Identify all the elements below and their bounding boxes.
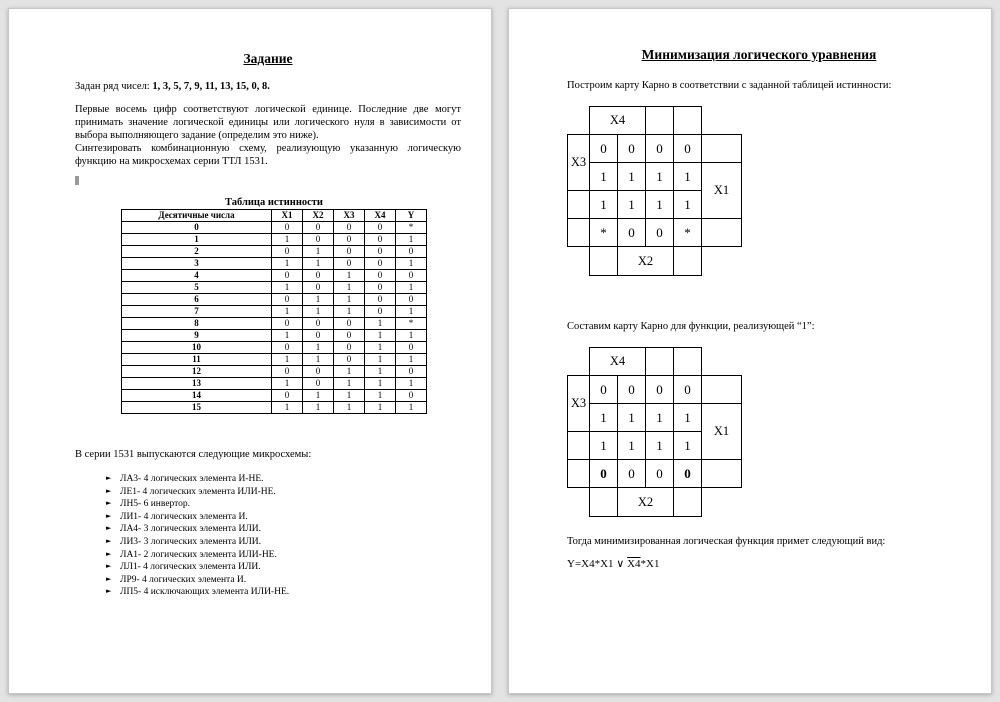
- col-header-x3: X3: [334, 210, 365, 222]
- table-cell: 1: [365, 402, 396, 414]
- table-row: [122, 234, 427, 246]
- kmap-corner: [568, 348, 590, 376]
- table-cell: 1: [334, 282, 365, 294]
- col-header-x4: X4: [365, 210, 396, 222]
- table-cell: 1: [365, 342, 396, 354]
- table-cell: 0: [365, 246, 396, 258]
- table-cell: 0: [396, 294, 427, 306]
- kmap-cell: 0: [618, 460, 646, 488]
- table-cell: 0: [365, 222, 396, 234]
- table-row: [122, 222, 427, 234]
- kmap-empty-cell: [674, 107, 702, 135]
- table-cell: 1: [272, 378, 303, 390]
- table-row: [122, 390, 427, 402]
- kmap-cell: 1: [618, 432, 646, 460]
- table-cell: 1: [334, 294, 365, 306]
- kmap-left-label: X3: [568, 135, 590, 191]
- kmap-right-label: X1: [702, 404, 742, 460]
- table-cell: 2: [122, 246, 272, 258]
- col-header-x2: X2: [303, 210, 334, 222]
- table-cell: 1: [334, 366, 365, 378]
- table-cell: 0: [334, 234, 365, 246]
- table-cell: 0: [396, 342, 427, 354]
- table-cell: 1: [396, 378, 427, 390]
- table-cell: 0: [334, 342, 365, 354]
- kmap-cell: 0: [590, 460, 618, 488]
- arrow-bullet-icon: ►: [106, 511, 112, 520]
- arrow-bullet-icon: ►: [106, 574, 112, 583]
- table-row: [122, 294, 427, 306]
- page-title: Задание: [243, 51, 293, 66]
- col-header-x1: X1: [272, 210, 303, 222]
- kmap-bottom-label: X2: [618, 488, 674, 517]
- chip-label: ЛН5- 6 инвертор.: [120, 499, 191, 510]
- table-cell: 1: [334, 378, 365, 390]
- kmap-empty-cell: [568, 432, 590, 460]
- chip-list-item: [106, 561, 461, 574]
- kmap-cell: 0: [646, 376, 674, 404]
- kmap-cell: 1: [674, 191, 702, 219]
- kmap2-intro: Составим карту Карно для функции, реализующей “1”:: [567, 321, 815, 333]
- kmap-cell: 0: [646, 460, 674, 488]
- minimized-function-formula: [567, 558, 951, 572]
- formula-part1: Y=X4*X1 ∨: [567, 558, 628, 571]
- truth-table: [121, 209, 427, 414]
- kmap-empty-cell: [646, 107, 674, 135]
- table-cell: 0: [303, 366, 334, 378]
- kmap-cell: 1: [618, 404, 646, 432]
- table-cell: 0: [365, 270, 396, 282]
- kmap-cell: 1: [674, 163, 702, 191]
- table-cell: 0: [272, 342, 303, 354]
- table-cell: 6: [122, 294, 272, 306]
- table-cell: 14: [122, 390, 272, 402]
- chip-label: ЛА4- 3 логических элемента ИЛИ.: [120, 524, 262, 535]
- table-cell: 1: [396, 330, 427, 342]
- arrow-bullet-icon: ►: [106, 587, 112, 596]
- table-cell: 4: [122, 270, 272, 282]
- table-cell: 0: [365, 258, 396, 270]
- truth-table-header-row: [122, 210, 427, 222]
- kmap-bottom-label: X2: [618, 247, 674, 276]
- arrow-bullet-icon: ►: [106, 499, 112, 508]
- numbers-paragraph: [75, 80, 461, 93]
- arrow-bullet-icon: ►: [106, 562, 112, 571]
- kmap-empty-cell: [702, 460, 742, 488]
- text-cursor: [75, 176, 79, 185]
- kmap-cell: 1: [618, 163, 646, 191]
- kmap-cell: 0: [618, 376, 646, 404]
- kmap-empty-cell: [674, 488, 702, 517]
- table-cell: 1: [272, 402, 303, 414]
- kmap-empty-cell: [590, 247, 618, 276]
- table-cell: 1: [365, 390, 396, 402]
- kmap-cell: 1: [590, 432, 618, 460]
- kmap-corner: [702, 348, 742, 376]
- table-cell: 1: [272, 234, 303, 246]
- table-cell: 0: [334, 318, 365, 330]
- chip-list-item: [106, 511, 461, 524]
- kmap-empty-cell: [702, 135, 742, 163]
- numbers-label: Задан ряд чисел:: [75, 81, 153, 92]
- kmap-cell: 1: [590, 404, 618, 432]
- kmap-corner: [568, 488, 590, 517]
- table-cell: 12: [122, 366, 272, 378]
- table-cell: 0: [303, 330, 334, 342]
- table-cell: 9: [122, 330, 272, 342]
- table-cell: 1: [334, 306, 365, 318]
- table-row: [122, 282, 427, 294]
- arrow-bullet-icon: ►: [106, 537, 112, 546]
- arrow-bullet-icon: ►: [106, 549, 112, 558]
- table-cell: 1: [303, 390, 334, 402]
- table-cell: 0: [396, 366, 427, 378]
- table-cell: 1: [365, 378, 396, 390]
- table-cell: *: [396, 318, 427, 330]
- kmap-right-label: X1: [702, 163, 742, 219]
- chip-list-item: [106, 486, 461, 499]
- table-cell: 0: [334, 330, 365, 342]
- table-cell: 8: [122, 318, 272, 330]
- table-row: [122, 258, 427, 270]
- table-cell: 1: [334, 390, 365, 402]
- table-row: [122, 270, 427, 282]
- kmap-corner: [702, 247, 742, 276]
- table-row: [122, 366, 427, 378]
- table-cell: 1: [122, 234, 272, 246]
- result-intro: Тогда минимизированная логическая функция примет следующий вид:: [567, 536, 886, 548]
- table-cell: 1: [272, 306, 303, 318]
- chip-list: [75, 473, 461, 599]
- table-cell: 1: [303, 246, 334, 258]
- kmap-empty-cell: [674, 247, 702, 276]
- table-cell: 1: [365, 330, 396, 342]
- table-cell: *: [396, 222, 427, 234]
- table-cell: 1: [396, 306, 427, 318]
- chip-label: ЛИ3- 3 логических элемента ИЛИ.: [120, 537, 262, 548]
- table-cell: 0: [334, 246, 365, 258]
- table-cell: 0: [272, 318, 303, 330]
- table-cell: 1: [303, 342, 334, 354]
- table-row: [122, 342, 427, 354]
- kmap-top-label: X4: [590, 348, 646, 376]
- document-page-1[interactable]: [8, 8, 492, 694]
- chip-list-item: [106, 473, 461, 486]
- kmap-cell: 1: [646, 191, 674, 219]
- chip-list-item: [106, 498, 461, 511]
- chip-list-item: [106, 586, 461, 599]
- table-cell: 3: [122, 258, 272, 270]
- table-cell: 0: [272, 294, 303, 306]
- table-cell: 0: [334, 354, 365, 366]
- table-cell: 1: [303, 258, 334, 270]
- table-cell: 10: [122, 342, 272, 354]
- kmap-cell: 1: [618, 191, 646, 219]
- kmap-empty-cell: [702, 376, 742, 404]
- kmap-cell: 1: [590, 191, 618, 219]
- series-intro: В серии 1531 выпускаются следующие микросхемы:: [75, 449, 312, 461]
- kmap-cell: 0: [618, 219, 646, 247]
- truth-table-body: [122, 222, 427, 414]
- table-cell: 0: [303, 270, 334, 282]
- kmap-top-label: X4: [590, 107, 646, 135]
- kmap-empty-cell: [702, 219, 742, 247]
- table-cell: 0: [272, 390, 303, 402]
- table-cell: 11: [122, 354, 272, 366]
- karnaugh-map-1: [567, 106, 742, 276]
- truth-table-caption: Таблица истинности: [225, 197, 323, 209]
- kmap-empty-cell: [568, 219, 590, 247]
- kmap-cell: 1: [674, 432, 702, 460]
- table-cell: 1: [396, 402, 427, 414]
- kmap-left-label: X3: [568, 376, 590, 432]
- table-cell: 1: [396, 258, 427, 270]
- table-row: [122, 330, 427, 342]
- table-cell: 1: [334, 402, 365, 414]
- table-cell: 0: [303, 378, 334, 390]
- table-cell: 15: [122, 402, 272, 414]
- kmap-cell: 0: [674, 460, 702, 488]
- chip-list-item: [106, 574, 461, 587]
- table-cell: 13: [122, 378, 272, 390]
- col-header-decimal: Десятичные числа: [122, 210, 272, 222]
- table-cell: 1: [303, 306, 334, 318]
- table-cell: 1: [272, 330, 303, 342]
- kmap-cell: 1: [646, 432, 674, 460]
- description-paragraph: Первые восемь цифр соответствуют логической единице. Последние две могут принимать значение логической единицы или логического нуля в зависимости от выбора выполняющего задание (определим это ниже).: [75, 104, 461, 142]
- chip-list-item: [106, 523, 461, 536]
- table-cell: 0: [396, 390, 427, 402]
- kmap-cell: 0: [590, 135, 618, 163]
- table-cell: 0: [122, 222, 272, 234]
- table-cell: 7: [122, 306, 272, 318]
- kmap-cell: 0: [646, 135, 674, 163]
- kmap-empty-cell: [568, 460, 590, 488]
- arrow-bullet-icon: ►: [106, 474, 112, 483]
- table-cell: 1: [396, 282, 427, 294]
- table-cell: 1: [303, 354, 334, 366]
- kmap-empty-cell: [646, 348, 674, 376]
- formula-overlined-term: X4: [627, 558, 641, 571]
- table-cell: 0: [272, 222, 303, 234]
- table-row: [122, 306, 427, 318]
- kmap-cell: 1: [646, 163, 674, 191]
- chip-label: ЛИ1- 4 логических элемента И.: [120, 511, 248, 522]
- document-page-2[interactable]: [508, 8, 992, 694]
- table-cell: 5: [122, 282, 272, 294]
- chip-label: ЛП5- 4 исключающих элемента ИЛИ-НЕ.: [120, 587, 290, 598]
- table-cell: 1: [365, 354, 396, 366]
- kmap-corner: [568, 107, 590, 135]
- table-cell: 0: [272, 270, 303, 282]
- kmap-cell: 0: [646, 219, 674, 247]
- chip-list-item: [106, 549, 461, 562]
- chip-list-item: [106, 536, 461, 549]
- table-cell: 0: [396, 246, 427, 258]
- kmap-cell: 1: [590, 163, 618, 191]
- table-cell: 0: [396, 270, 427, 282]
- table-row: [122, 318, 427, 330]
- table-cell: 0: [303, 234, 334, 246]
- table-row: [122, 378, 427, 390]
- page-title: Минимизация логического уравнения: [641, 47, 877, 62]
- kmap-cell: *: [590, 219, 618, 247]
- table-cell: 0: [272, 366, 303, 378]
- arrow-bullet-icon: ►: [106, 486, 112, 495]
- table-cell: 1: [396, 354, 427, 366]
- arrow-bullet-icon: ►: [106, 524, 112, 533]
- chip-label: ЛА1- 2 логических элемента ИЛИ-НЕ.: [120, 549, 277, 560]
- task-paragraph: Синтезировать комбинационную схему, реализующую указанную логическую функцию на микросхемах серии ТТЛ 1531.: [75, 143, 461, 168]
- kmap-corner: [702, 488, 742, 517]
- table-cell: 0: [303, 318, 334, 330]
- table-cell: 1: [365, 366, 396, 378]
- kmap-corner: [568, 247, 590, 276]
- table-cell: 1: [303, 294, 334, 306]
- table-cell: 1: [303, 402, 334, 414]
- kmap-empty-cell: [568, 191, 590, 219]
- kmap-cell: 0: [674, 376, 702, 404]
- col-header-y: Y: [396, 210, 427, 222]
- table-row: [122, 402, 427, 414]
- table-cell: 0: [365, 306, 396, 318]
- table-cell: 0: [365, 234, 396, 246]
- kmap1-intro: Построим карту Карно в соответствии с заданной таблицей истинности:: [567, 80, 892, 91]
- kmap-empty-cell: [674, 348, 702, 376]
- table-cell: 1: [396, 234, 427, 246]
- table-cell: 1: [272, 282, 303, 294]
- kmap-cell: 0: [590, 376, 618, 404]
- kmap-cell: 0: [618, 135, 646, 163]
- kmap-cell: 1: [646, 404, 674, 432]
- chip-label: ЛР9- 4 логических элемента И.: [120, 574, 247, 585]
- kmap-empty-cell: [590, 488, 618, 517]
- table-row: [122, 246, 427, 258]
- table-cell: 0: [303, 222, 334, 234]
- kmap-cell: *: [674, 219, 702, 247]
- table-cell: 1: [334, 270, 365, 282]
- table-cell: 0: [272, 246, 303, 258]
- table-cell: 1: [365, 318, 396, 330]
- table-cell: 0: [334, 222, 365, 234]
- table-cell: 0: [365, 282, 396, 294]
- table-cell: 1: [272, 354, 303, 366]
- table-cell: 0: [334, 258, 365, 270]
- table-cell: 0: [303, 282, 334, 294]
- numbers-value: 1, 3, 5, 7, 9, 11, 13, 15, 0, 8.: [152, 81, 270, 92]
- chip-label: ЛЛ1- 4 логических элемента ИЛИ.: [120, 562, 261, 573]
- table-cell: 0: [365, 294, 396, 306]
- chip-label: ЛЕ1- 4 логических элемента ИЛИ-НЕ.: [120, 486, 276, 497]
- formula-part2: *X1: [640, 558, 660, 571]
- table-cell: 1: [272, 258, 303, 270]
- kmap-cell: 1: [674, 404, 702, 432]
- chip-label: ЛА3- 4 логических элемента И-НЕ.: [120, 474, 264, 485]
- kmap-cell: 0: [674, 135, 702, 163]
- karnaugh-map-2: [567, 347, 742, 517]
- kmap-corner: [702, 107, 742, 135]
- table-row: [122, 354, 427, 366]
